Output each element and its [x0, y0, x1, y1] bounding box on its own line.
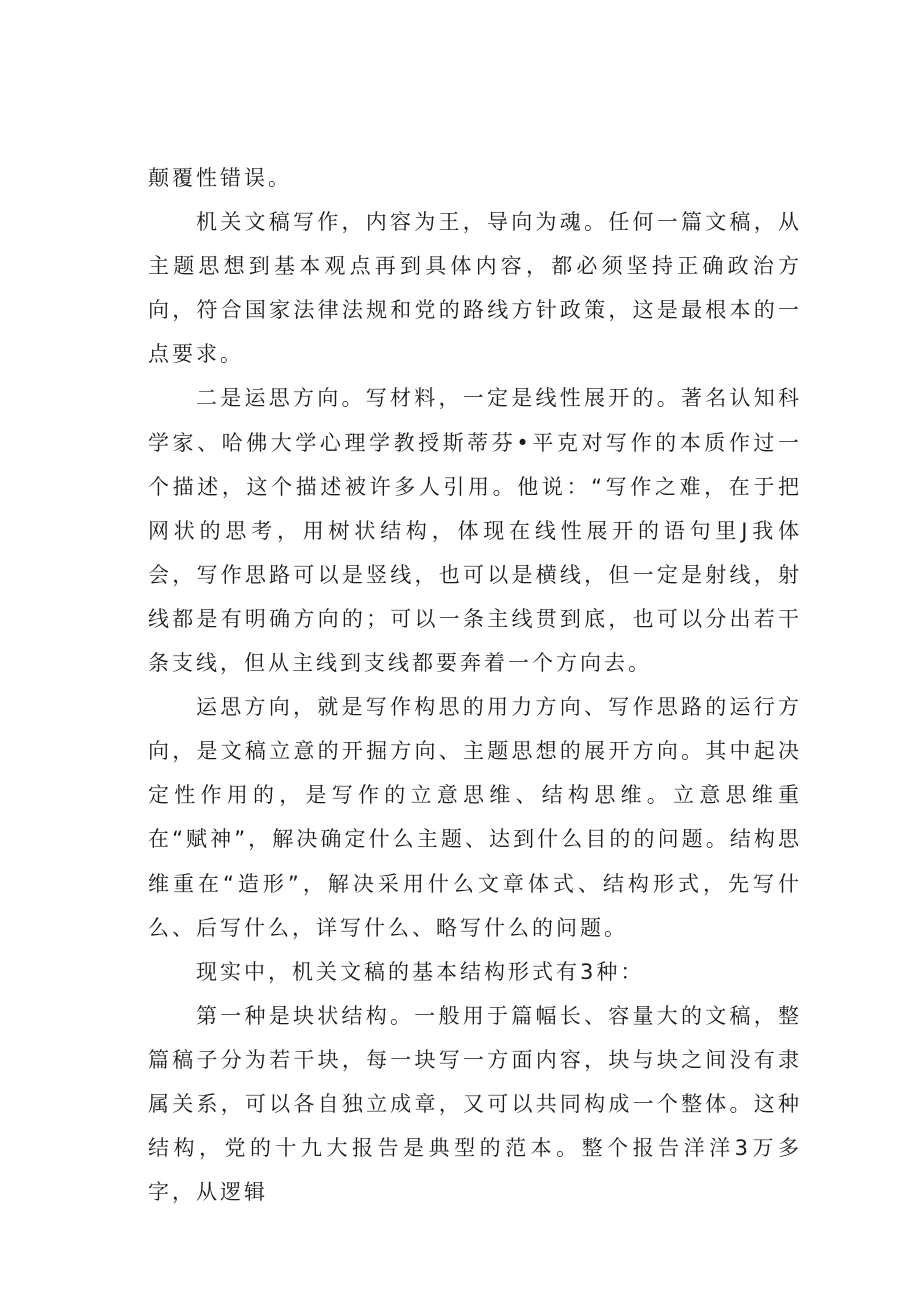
paragraph: 二是运思方向。写材料，一定是线性展开的。著名认知科学家、哈佛大学心理学教授斯蒂芬•平克对写作的本质作过一个描述，这个描述被许多人引用。他说：“写作之难，在于把网状的思考，用树状结构，体现在线性展开的语句里J我体会，写作思路可以是竖线，也可以是横线，但一定是射线，射线都是有明确方向的；可以一条主线贯到底，也可以分出若干条支线，但从主线到支线都要奔着一个方向去。: [148, 386, 802, 676]
paragraph-continuation: 颠覆性错误。: [148, 166, 292, 190]
paragraph: 第一种是块状结构。一般用于篇幅长、容量大的文稿，整篇稿子分为若干块，每一块写一方面内容，块与块之间没有隶属关系，可以各自独立成章，又可以共同构成一个整体。这种结构，党的十九大报告是典型的范本。整个报告洋洋3万多字，从逻辑: [148, 1003, 802, 1205]
paragraph: 现实中，机关文稿的基本结构形式有3种：: [196, 959, 645, 984]
paragraph: 机关文稿写作，内容为王，导向为魂。任何一篇文稿，从主题思想到基本观点再到具体内容，都必须坚持正确政治方向，符合国家法律法规和党的路线方针政策，这是最根本的一点要求。: [148, 210, 802, 367]
document-body: [148, 156, 802, 1214]
paragraph: 运思方向，就是写作构思的用力方向、写作思路的运行方向，是文稿立意的开掘方向、主题思想的展开方向。其中起决定性作用的，是写作的立意思维、结构思维。立意思维重在“赋神”，解决确定什么主题、达到什么目的的问题。结构思维重在“造形”，解决采用什么文章体式、结构形式，先写什么、后写什么，详写什么、略写什么的问题。: [148, 695, 802, 940]
